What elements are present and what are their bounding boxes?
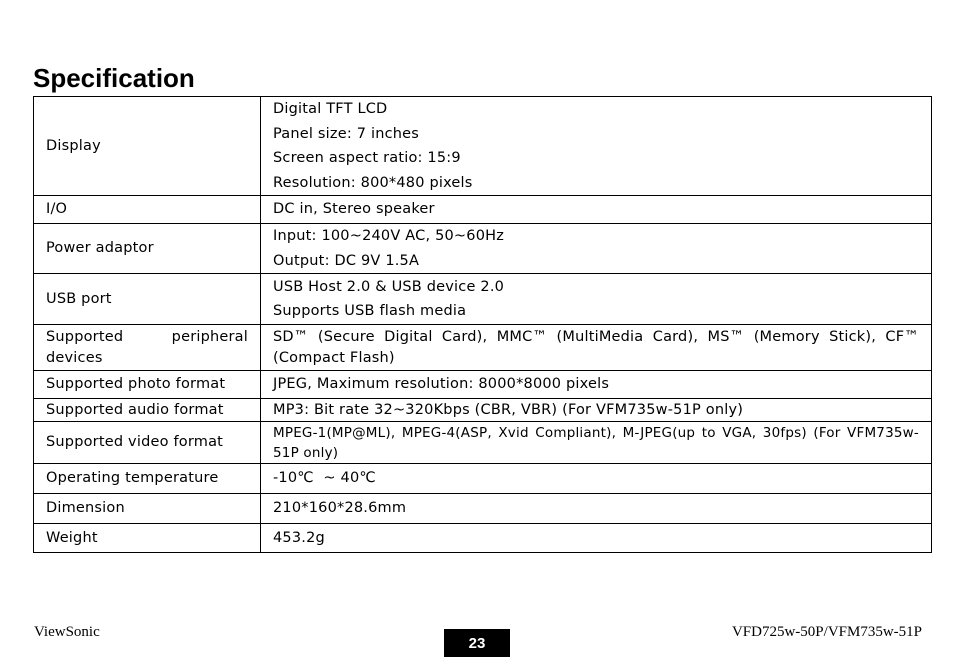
- value-line: USB Host 2.0 & USB device 2.0: [273, 278, 505, 295]
- footer-model: VFD725w-50P/VFM735w-51P: [731, 624, 922, 640]
- value-line: Screen aspect ratio: 15:9: [273, 150, 461, 166]
- table-row: [34, 325, 932, 371]
- row-label-operating-temperature: Operating temperature: [34, 464, 261, 494]
- specification-table: [33, 96, 932, 553]
- value-line: JPEG, Maximum resolution: 8000*8000 pixels: [273, 376, 610, 393]
- page-title: Specification: [33, 63, 195, 93]
- row-value-power-adaptor: [261, 224, 932, 274]
- value-line: DC in, Stereo speaker: [273, 201, 435, 218]
- table-row: [34, 494, 932, 524]
- row-label-supported-photo-format: Supported photo format: [34, 371, 261, 399]
- row-value-io: [261, 196, 932, 224]
- value-line: Input: 100~240V AC, 50~60Hz: [273, 228, 505, 244]
- row-label-dimension: Dimension: [34, 494, 261, 524]
- table-row: [34, 97, 932, 196]
- value-line: 453.2g: [273, 529, 325, 546]
- value-line: Panel size: 7 inches: [273, 125, 420, 142]
- table-row: [34, 371, 932, 399]
- value-line: 210*160*28.6mm: [273, 500, 407, 517]
- page-number: 23: [444, 629, 510, 657]
- row-value-supported-video-format: MPEG-1(MP@ML), MPEG-4(ASP, Xvid Compliant), M-JPEG(up to VGA, 30fps) (For VFM735w-51P only): [261, 422, 932, 464]
- table-row: [34, 524, 932, 553]
- row-label-supported-video-format: Supported video format: [34, 422, 261, 464]
- row-value-operating-temperature: [261, 464, 932, 494]
- table-row: [34, 399, 932, 422]
- table-row: [34, 196, 932, 224]
- row-value-display: [261, 97, 932, 196]
- row-label-supported-audio-format: Supported audio format: [34, 399, 261, 422]
- row-label-io: I/O: [34, 196, 261, 224]
- table-row: [34, 464, 932, 494]
- table-row: [34, 422, 932, 464]
- row-value-supported-peripheral-devices: SD™ (Secure Digital Card), MMC™ (MultiMedia Card), MS™ (Memory Stick), CF™ (Compact Flash): [261, 325, 932, 371]
- row-value-dimension: [261, 494, 932, 524]
- value-line: MP3: Bit rate 32~320Kbps (CBR, VBR) (For VFM735w-51P only): [273, 402, 744, 418]
- value-line: Output: DC 9V 1.5A: [273, 252, 420, 269]
- row-label-supported-peripheral-devices: Supported peripheral devices: [34, 325, 261, 371]
- footer-brand: ViewSonic: [34, 624, 100, 640]
- value-line: -10℃ ~ 40℃: [273, 470, 376, 487]
- value-line: Digital TFT LCD: [273, 101, 388, 117]
- table-row: [34, 274, 932, 325]
- row-value-supported-photo-format: [261, 371, 932, 399]
- value-line: Resolution: 800*480 pixels: [273, 174, 473, 191]
- row-value-weight: [261, 524, 932, 553]
- row-label-power-adaptor: Power adaptor: [34, 224, 261, 274]
- row-value-supported-audio-format: [261, 399, 932, 422]
- row-value-usb-port: [261, 274, 932, 325]
- value-line: Supports USB flash media: [273, 303, 467, 319]
- row-label-display: Display: [34, 97, 261, 196]
- row-label-usb-port: USB port: [34, 274, 261, 325]
- table-row: [34, 224, 932, 274]
- row-label-weight: Weight: [34, 524, 261, 553]
